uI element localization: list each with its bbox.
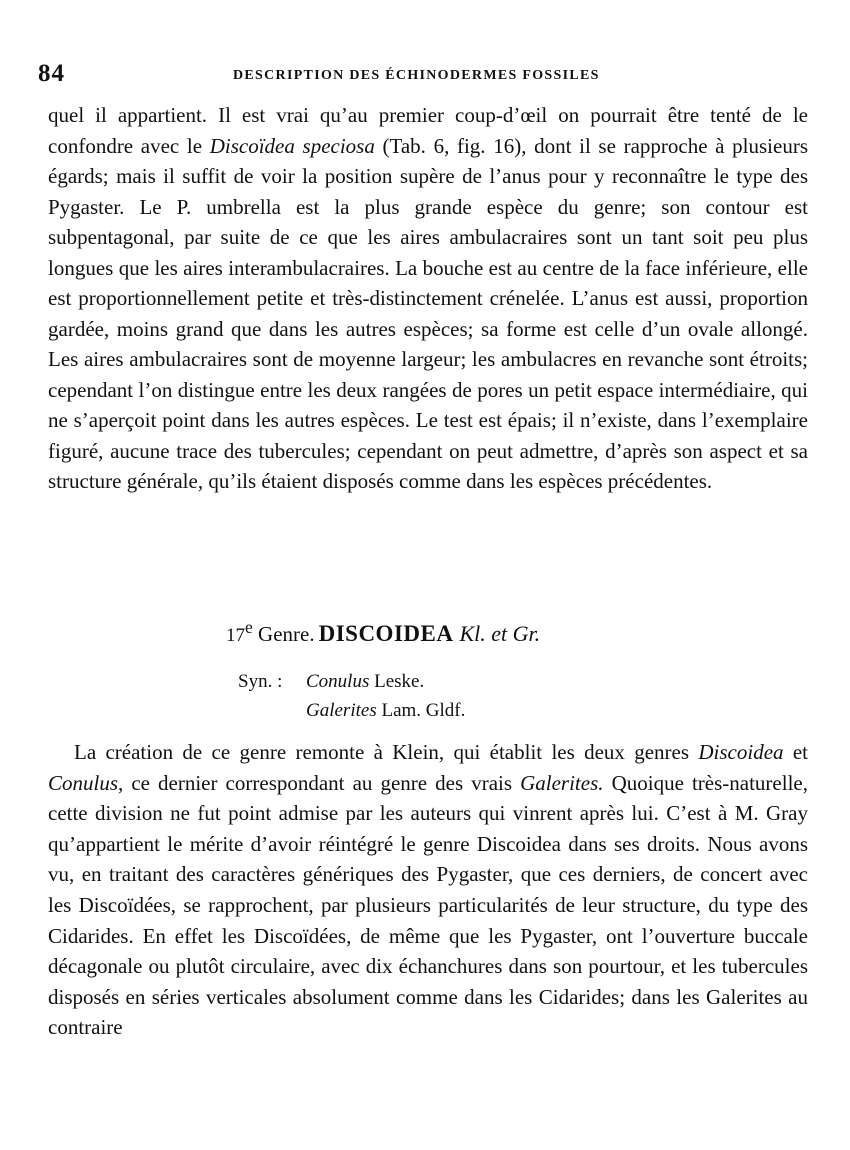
genus-ordinal: e xyxy=(245,617,253,637)
paragraph-text: quel il appartient. Il est vrai qu’au premier coup-d’œil on pourrait être tenté de le confondre avec le xyxy=(48,103,808,158)
species-reference: Discoïdea speciosa xyxy=(209,133,375,158)
paragraph-text: Quoique très-naturelle, cette division ne fut point admise par les auteurs qui vinrent après lui. C’est à M. Gray qu’appartient le mérite d’avoir réintégré le genre Discoidea dans ses droits. Nous avons vu, en traitant des caractères génériques des Pygaster, que ces derniers, de concert avec les Discoïdées, se rapprochent, par plusieurs particularités de leur structure, du type des Cidarides. En effet les Discoïdées, de même que les Pygaster, ont l’ouverture buccale décagonale ou plutôt circulaire, avec dix échanchures dans son pourtour, et les tubercules disposés en séries verticales absolument comme dans les Cidarides; dans les Galerites au contraire xyxy=(48,770,808,1040)
genus-reference: Discoidea xyxy=(698,740,784,764)
synonym-label: Syn. : xyxy=(238,671,283,692)
page-header xyxy=(38,60,818,90)
genus-name: DISCOIDEA xyxy=(318,621,454,646)
genus-number: 17 xyxy=(226,625,245,646)
synonym-author: Leske. xyxy=(369,671,425,692)
synonym-genus: Conulus xyxy=(306,671,370,692)
synonym-row xyxy=(238,696,465,725)
running-head: DESCRIPTION DES ÉCHINODERMES FOSSILES xyxy=(233,68,600,83)
synonymy-block xyxy=(238,667,465,725)
paragraph-text: et xyxy=(783,740,809,764)
genus-heading xyxy=(226,617,726,647)
genus-reference: Conulus xyxy=(48,770,119,795)
genus-word: Genre. xyxy=(252,622,315,646)
synonym-genus: Galerites xyxy=(306,700,377,721)
paragraph-discoidea-history xyxy=(48,737,808,1043)
synonym-author: Lam. Gldf. xyxy=(376,700,466,721)
synonym-row xyxy=(238,667,465,696)
paragraph-text: (Tab. 6, fig. 16), dont il se rapproche à plusieurs égards; mais il suffit de voir la position supère de l’anus pour y reconnaître le type des Pygaster. Le P. umbrella est la plus grande espèce du genre; son contour est subpentagonal, par suite de ce que les aires ambulacraires sont un tant soit peu plus longues que les aires interambulacraires. La bouche est au centre de la face inférieure, elle est proportionnellement petite et très-distinctement crénelée. L’anus est aussi, proportion gardée, moins grand que dans les autres espèces; sa forme est celle d’un ovale allongé. Les aires ambulacraires sont de moyenne largeur; les ambulacres en revanche sont étroits; cependant l’on distingue entre les deux rangées de pores un petit espace intermédiaire, qui ne s’aperçoit point dans les autres espèces. Le test est épais; il n’existe, dans l’exemplaire figuré, aucune trace des tubercules; cependant on peut admettre, d’après son aspect et sa structure générale, qu’ils étaient disposés comme dans les espèces précédentes. xyxy=(48,133,808,493)
paragraph-text: , ce dernier correspondant au genre des vrais xyxy=(118,770,521,795)
page-number: 84 xyxy=(38,60,65,87)
paragraph-pygaster-description xyxy=(48,100,808,497)
genus-reference: Galerites. xyxy=(520,770,604,795)
genus-authority: Kl. et Gr. xyxy=(459,621,541,646)
paragraph-text: La création de ce genre remonte à Klein, qui établit les deux genres xyxy=(74,740,699,764)
